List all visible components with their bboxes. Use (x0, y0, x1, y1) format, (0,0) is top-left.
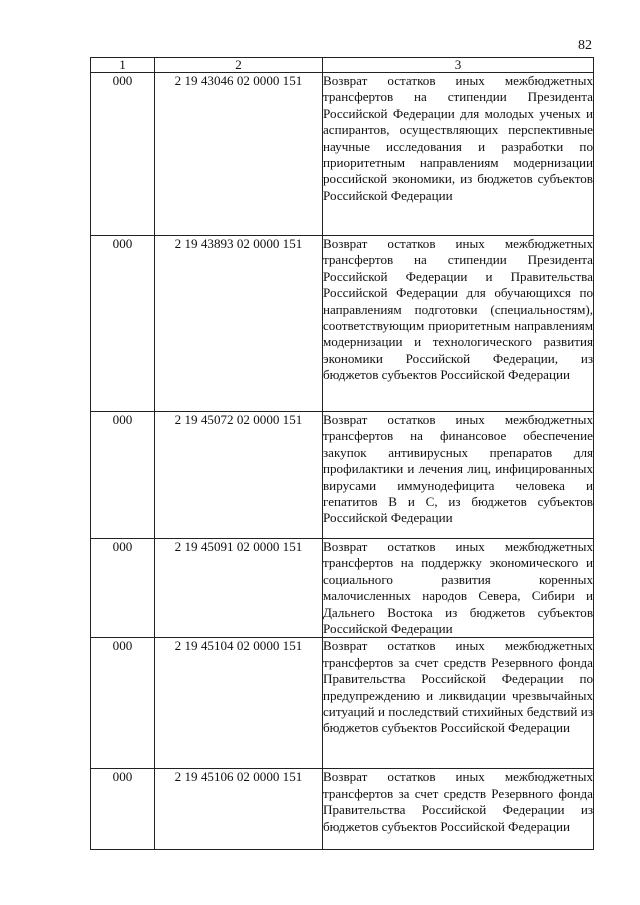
table-row (91, 769, 594, 850)
budget-codes-table (90, 57, 594, 850)
description-cell: Возврат остатков иных межбюджетных трансфертов за счет средств Резервного фонда Правительства Российской Федерации по предупреждению и ликвидации чрезвычайных ситуаций и последствий стихийных бедствий из бюджетов субъектов Российской Федерации (323, 638, 594, 769)
table-row (91, 412, 594, 539)
budget-code-cell: 2 19 43893 02 0000 151 (155, 236, 323, 412)
admin-code-cell: 000 (91, 539, 155, 638)
description-cell: Возврат остатков иных межбюджетных трансфертов на стипендии Президента Российской Федерации и Правительства Российской Федерации для обучающихся по направлениям подготовки (специальностям), соответствующим приоритетным направлениям модернизации и технологического развития экономики Российской Федерации, из бюджетов субъектов Российской Федерации (323, 236, 594, 412)
admin-code-cell: 000 (91, 412, 155, 539)
table-row (91, 236, 594, 412)
column-header-1: 1 (91, 58, 155, 73)
budget-code-cell: 2 19 43046 02 0000 151 (155, 73, 323, 236)
budget-code-cell: 2 19 45106 02 0000 151 (155, 769, 323, 850)
admin-code-cell: 000 (91, 236, 155, 412)
table-row (91, 73, 594, 236)
budget-code-cell: 2 19 45072 02 0000 151 (155, 412, 323, 539)
admin-code-cell: 000 (91, 769, 155, 850)
admin-code-cell: 000 (91, 638, 155, 769)
budget-code-cell: 2 19 45104 02 0000 151 (155, 638, 323, 769)
table-row (91, 638, 594, 769)
page-number: 82 (578, 38, 592, 53)
description-cell: Возврат остатков иных межбюджетных трансфертов на стипендии Президента Российской Федерации для молодых ученых и аспирантов, осуществляющих перспективные научные исследования и разработки по приоритетным направлениям модернизации российской экономики, из бюджетов субъектов Российской Федерации (323, 73, 594, 236)
description-cell: Возврат остатков иных межбюджетных трансфертов на финансовое обеспечение закупок антивирусных препаратов для профилактики и лечения лиц, инфицированных вирусами иммунодефицита человека и гепатитов В и С, из бюджетов субъектов Российской Федерации (323, 412, 594, 539)
budget-code-cell: 2 19 45091 02 0000 151 (155, 539, 323, 638)
admin-code-cell: 000 (91, 73, 155, 236)
table-row (91, 539, 594, 638)
column-header-2: 2 (155, 58, 323, 73)
column-header-3: 3 (323, 58, 594, 73)
description-cell: Возврат остатков иных межбюджетных трансфертов за счет средств Резервного фонда Правительства Российской Федерации из бюджетов субъектов Российской Федерации (323, 769, 594, 850)
description-cell: Возврат остатков иных межбюджетных трансфертов на поддержку экономического и социального развития коренных малочисленных народов Севера, Сибири и Дальнего Востока из бюджетов субъектов Российской Федерации (323, 539, 593, 637)
table-header-row (91, 58, 594, 73)
